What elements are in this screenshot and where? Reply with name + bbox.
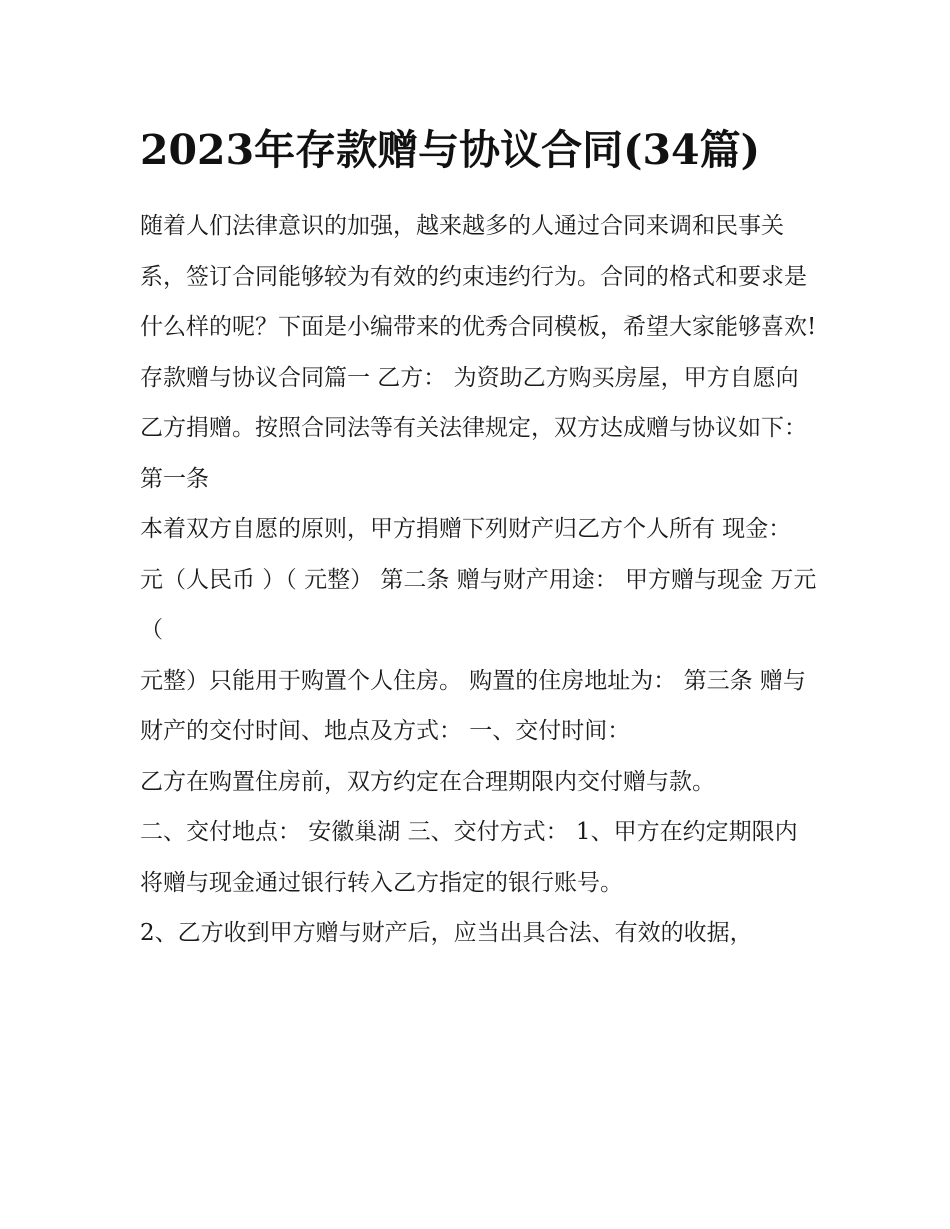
paragraph-receipt: 2、乙方收到甲方赠与财产后，应当出具合法、有效的收据， [140,920,753,946]
document-title: 2023年存款赠与协议合同(34篇) [140,126,760,174]
paragraph-article-two: 元整）只能用于购置个人住房。 购置的住房地址为： 第三条 赠与财产的交付时间、地点及方式： 一、交付时间： [140,667,806,744]
paragraph-delivery-place: 二、交付地点： 安徽巢湖 三、交付方式： 1、甲方在约定期限内将赠与现金通过银行转入乙方指定的银行账号。 [140,819,798,896]
paragraph-intro: 随着人们法律意识的加强，越来越多的人通过合同来调和民事关系，签订合同能够较为有效的约束违约行为。合同的格式和要求是什么样的呢？下面是小编带来的优秀合同模板，希望大家能够喜欢! [140,213,817,340]
paragraph-delivery-time: 乙方在购置住房前，双方约定在合理期限内交付赠与款。 [140,768,715,795]
document-body [140,201,820,959]
paragraph-article-one: 本着双方自愿的原则，甲方捐赠下列财产归乙方个人所有 现金： 元（人民币 ）（ 元整） 第二条 赠与财产用途： 甲方赠与现金 万元（ [140,516,817,643]
document-content [140,112,820,959]
paragraph-contract-opening: 存款赠与协议合同篇一 乙方： 为资助乙方购买房屋，甲方自愿向乙方捐赠。按照合同法等有关法律规定，双方达成赠与协议如下： 第一条 [140,364,807,492]
